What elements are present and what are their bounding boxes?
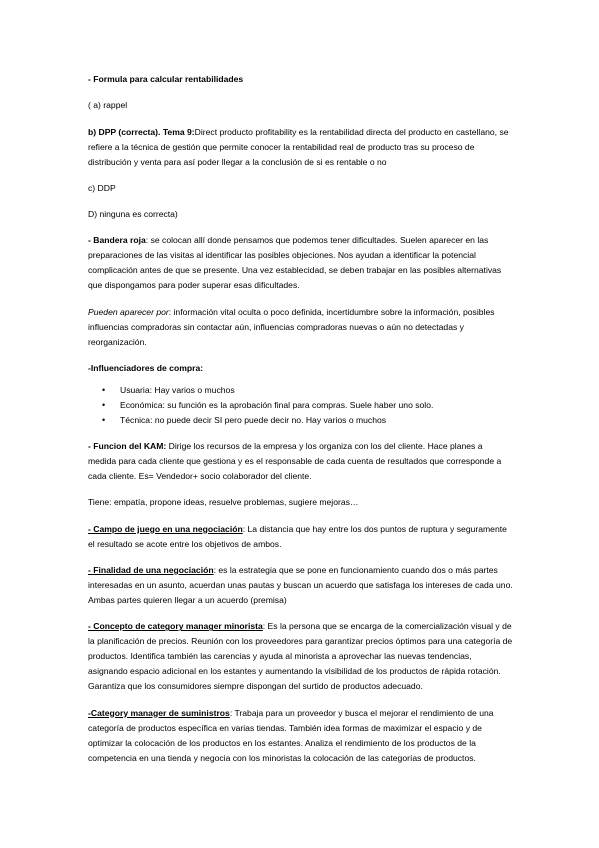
kam-paragraph: - Funcion del KAM: Dirige los recursos de la empresa y los organiza con los del cliente. Hace planes a medida para cada cliente que gestiona y es el responsable de cada cuenta de resultados que corresponde a cada cliente. Es= Vendedor+ socio colaborador del cliente. <box>88 441 502 482</box>
option-c: c) DDP <box>88 182 116 193</box>
list-item: • Usuaria: Hay varios o muchos <box>88 383 513 398</box>
finalidad-paragraph: - Finalidad de una negociación: es la estrategia que se pone en funcionamiento cuando dos o más partes interesadas en un asunto, acuerdan unas pautas y buscan un acuerdo que satisfaga los intereses de cada uno. Ambas partes quieren llegar a un acuerdo (premisa) <box>88 564 513 605</box>
influenciadores-list <box>88 383 513 428</box>
category-minorista-paragraph: - Concepto de category manager minorista: Es la persona que se encarga de la comercialización visual y de la planificación de precios. Reunión con los proveedores para garantizar precios óptimos para una categoría de productos. Identifica también las carencias y ayuda al minorista a aprovechar las nuevas tendencias, asignando espacio adicional en los estantes y aumentando la visibilidad de los productos de rápida rotación. Garantiza que los consumidores siempre dispongan del surtido de productos adecuado. <box>88 621 513 692</box>
category-suministros-paragraph: -Category manager de suministros: Trabaja para un proveedor y busca el mejorar el rendimiento de una categoría de productos específica en varias tiendas. También idea formas de maximizar el espacio y de optimizar la colocación de los productos en los estantes. Analiza el rendimiento de los productos de la competencia en una tienda y negocia con los minoristas la colocación de las categorías de productos. <box>88 707 494 763</box>
list-item: • Técnica: no puede decir SI pero puede decir no. Hay varios o muchos <box>88 413 513 428</box>
campo-juego-paragraph: - Campo de juego en una negociación: La distancia que hay entre los dos puntos de ruptura y seguramente el resultado se acote entre los objetivos de ambos. <box>88 523 507 549</box>
option-d: D) ninguna es correcta) <box>88 209 178 220</box>
option-a: ( a) rappel <box>88 100 128 111</box>
tiene-paragraph: Tiene: empatía, propone ideas, resuelve problemas, sugiere mejoras… <box>88 497 359 508</box>
pueden-aparecer-paragraph: Pueden aparecer por: información vital oculta o poco definida, incertidumbre sobre la información, posibles influencias compradoras sin contactar aún, influencias compradoras nuevas o aún no detectadas y reorganización. <box>88 306 495 347</box>
list-item: • Económica: su función es la aprobación final para compras. Suele haber uno solo. <box>88 398 513 413</box>
section-title: - Formula para calcular rentabilidades <box>88 74 244 84</box>
document-page <box>88 72 513 777</box>
influenciadores-heading: -Influenciadores de compra: <box>88 363 204 374</box>
option-b: b) DPP (correcta). Tema 9:Direct producto profitability es la rentabilidad directa del producto en castellano, se refiere a la técnica de gestión que permite conocer la rentabilidad real de producto tras su proceso de distribución y venta para así poder llegar a la conclusión de si es rentable o no <box>88 126 509 167</box>
bandera-roja-paragraph: - Bandera roja: se colocan allí donde pensamos que podemos tener dificultades. Suelen aparecer en las preparaciones de las visitas al identificar las posibles objeciones. Nos ayudan a identificar la potencial complicación antes de que se presente. Una vez establecidad, se deben trabajar en las posibles alternativas que dispongamos para poder superar esas dificultades. <box>88 235 502 291</box>
